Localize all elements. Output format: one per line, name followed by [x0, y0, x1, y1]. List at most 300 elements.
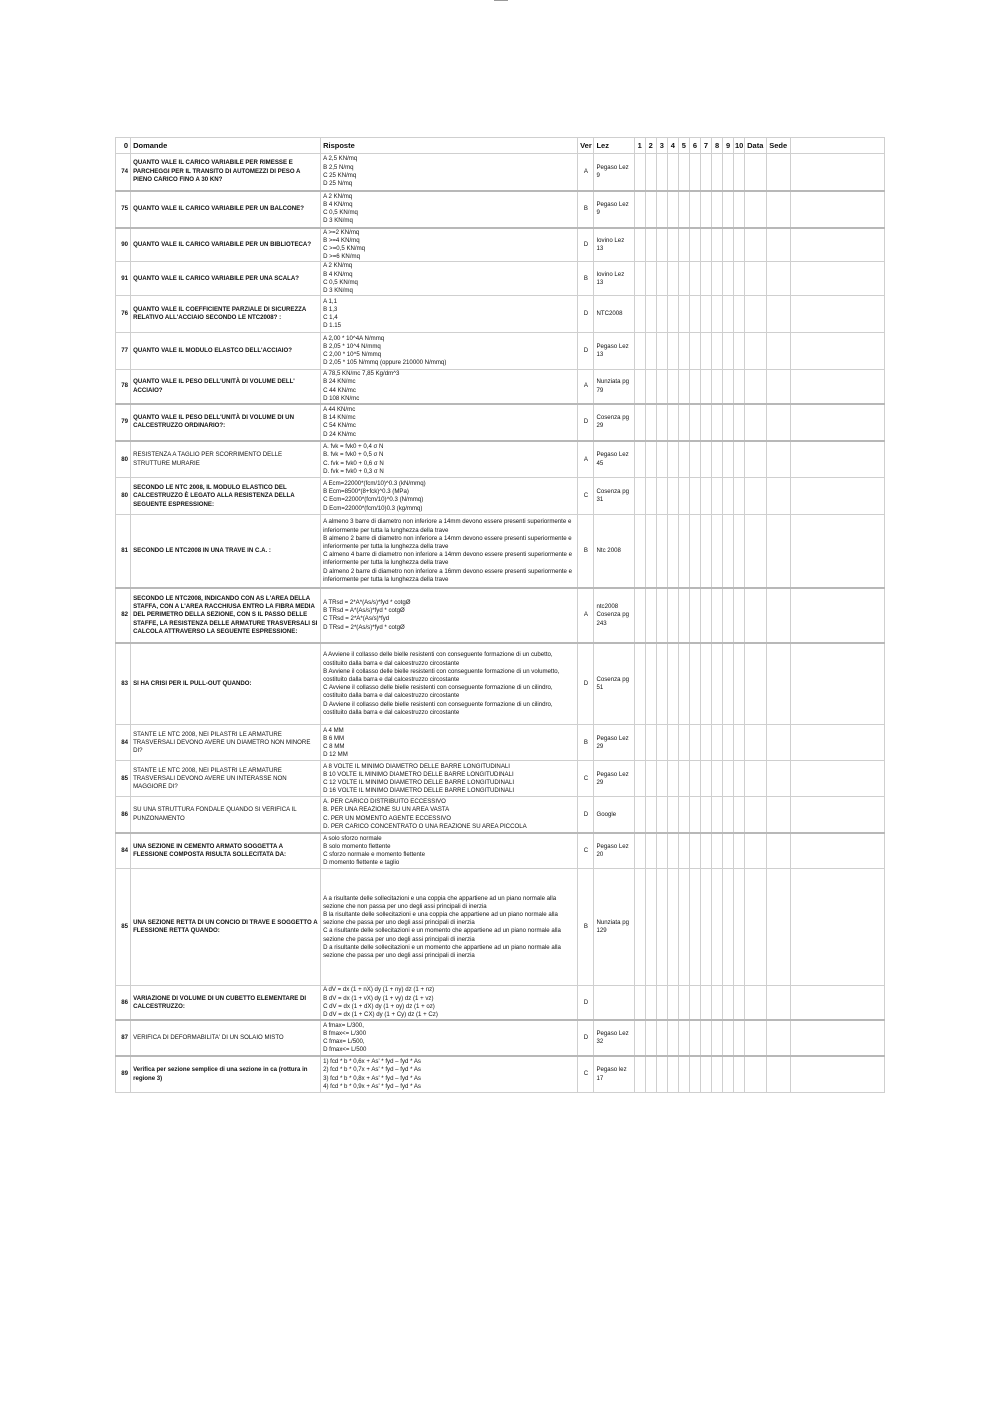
header-sede: Sede: [767, 138, 791, 154]
attempt-cell-9[interactable]: [723, 228, 734, 262]
attempt-cell-6[interactable]: [689, 1020, 700, 1056]
correct-answer: C: [578, 833, 594, 869]
attempt-cell-4[interactable]: [667, 869, 678, 986]
attempt-cell-5[interactable]: [678, 370, 689, 404]
attempt-cell-9[interactable]: [723, 441, 734, 478]
date-cell[interactable]: [745, 478, 767, 515]
header-col-1: 1: [634, 138, 645, 154]
table-row: [116, 441, 885, 478]
attempt-cell-5[interactable]: [678, 478, 689, 515]
date-cell[interactable]: [745, 1056, 767, 1092]
attempt-cell-7[interactable]: [700, 228, 711, 262]
answer-options: A dV = dx (1 + nX) dy (1 + ny) dz (1 + nz) B dV = dx (1 + vX) dy (1 + vy) dz (1 + vz) C dV = dx (1 + dX) dy (1 + oy) dz (1 + oz) D dV = dx (1 + CX) dy (1 + Cy) dz (1 + Cz): [321, 986, 578, 1020]
attempt-cell-3[interactable]: [656, 643, 667, 725]
attempt-cell-8[interactable]: [712, 1020, 723, 1056]
attempt-cell-2[interactable]: [645, 441, 656, 478]
attempt-cell-10[interactable]: [734, 761, 745, 797]
table-row: [116, 588, 885, 643]
attempt-cell-8[interactable]: [712, 986, 723, 1020]
attempt-cell-9[interactable]: [723, 333, 734, 370]
attempt-cell-7[interactable]: [700, 588, 711, 643]
attempt-cell-4[interactable]: [667, 1020, 678, 1056]
sede-cell[interactable]: [767, 986, 791, 1020]
question-text: SECONDO LE NTC2008 IN UNA TRAVE IN C.A. :: [131, 515, 321, 588]
date-cell[interactable]: [745, 643, 767, 725]
attempt-cell-7[interactable]: [700, 333, 711, 370]
attempt-cell-3[interactable]: [656, 588, 667, 643]
attempt-cell-3[interactable]: [656, 228, 667, 262]
attempt-cell-7[interactable]: [700, 441, 711, 478]
attempt-cell-3[interactable]: [656, 1056, 667, 1092]
sede-cell[interactable]: [767, 1056, 791, 1092]
answer-options: A 2 KN/mq B 4 KN/mq C 0,5 KN/mq D 3 KN/mq: [321, 262, 578, 296]
attempt-cell-3[interactable]: [656, 154, 667, 191]
attempt-cell-6[interactable]: [689, 228, 700, 262]
attempt-cell-3[interactable]: [656, 296, 667, 333]
correct-answer: D: [578, 986, 594, 1020]
answer-options: A solo sforzo normale B solo momento flettente C sforzo normale e momento flettente D momento flettente e taglio: [321, 833, 578, 869]
attempt-cell-4[interactable]: [667, 296, 678, 333]
question-text: UNA SEZIONE RETTA DI UN CONCIO DI TRAVE E SOGGETTO A FLESSIONE RETTA QUANDO:: [131, 869, 321, 986]
attempt-cell-5[interactable]: [678, 833, 689, 869]
attempt-cell-7[interactable]: [700, 761, 711, 797]
question-text: VERIFICA DI DEFORMABILITA' DI UN SOLAIO MISTO: [131, 1020, 321, 1056]
attempt-cell-9[interactable]: [723, 370, 734, 404]
attempt-cell-3[interactable]: [656, 478, 667, 515]
attempt-cell-2[interactable]: [645, 296, 656, 333]
date-cell[interactable]: [745, 797, 767, 833]
table-row: [116, 228, 885, 262]
attempt-cell-10[interactable]: [734, 404, 745, 441]
attempt-cell-9[interactable]: [723, 869, 734, 986]
attempt-cell-1[interactable]: [634, 643, 645, 725]
attempt-cell-6[interactable]: [689, 761, 700, 797]
attempt-cell-6[interactable]: [689, 296, 700, 333]
sede-cell[interactable]: [767, 515, 791, 588]
attempt-cell-9[interactable]: [723, 404, 734, 441]
attempt-cell-9[interactable]: [723, 515, 734, 588]
attempt-cell-2[interactable]: [645, 154, 656, 191]
attempt-cell-1[interactable]: [634, 333, 645, 370]
attempt-cell-9[interactable]: [723, 643, 734, 725]
attempt-cell-9[interactable]: [723, 761, 734, 797]
attempt-cell-5[interactable]: [678, 228, 689, 262]
date-cell[interactable]: [745, 833, 767, 869]
sede-cell[interactable]: [767, 588, 791, 643]
attempt-cell-5[interactable]: [678, 643, 689, 725]
attempt-cell-6[interactable]: [689, 986, 700, 1020]
attempt-cell-8[interactable]: [712, 869, 723, 986]
attempt-cell-4[interactable]: [667, 833, 678, 869]
attempt-cell-6[interactable]: [689, 588, 700, 643]
sede-cell[interactable]: [767, 725, 791, 761]
attempt-cell-5[interactable]: [678, 986, 689, 1020]
attempt-cell-10[interactable]: [734, 725, 745, 761]
lesson-reference: Nunziata pg 79: [594, 370, 634, 404]
attempt-cell-1[interactable]: [634, 869, 645, 986]
date-cell[interactable]: [745, 333, 767, 370]
sede-cell[interactable]: [767, 441, 791, 478]
attempt-cell-1[interactable]: [634, 833, 645, 869]
date-cell[interactable]: [745, 986, 767, 1020]
attempt-cell-2[interactable]: [645, 643, 656, 725]
attempt-cell-7[interactable]: [700, 296, 711, 333]
table-row: [116, 725, 885, 761]
date-cell[interactable]: [745, 761, 767, 797]
attempt-cell-7[interactable]: [700, 643, 711, 725]
attempt-cell-2[interactable]: [645, 986, 656, 1020]
blank-cell: [791, 154, 885, 191]
date-cell[interactable]: [745, 154, 767, 191]
attempt-cell-5[interactable]: [678, 296, 689, 333]
question-number: 77: [116, 333, 131, 370]
question-number: 89: [116, 1056, 131, 1092]
date-cell[interactable]: [745, 588, 767, 643]
answer-options: A 1,1 B 1,3 C 1,4 D 1.15: [321, 296, 578, 333]
date-cell[interactable]: [745, 515, 767, 588]
attempt-cell-2[interactable]: [645, 1056, 656, 1092]
attempt-cell-4[interactable]: [667, 333, 678, 370]
attempt-cell-3[interactable]: [656, 333, 667, 370]
attempt-cell-4[interactable]: [667, 441, 678, 478]
attempt-cell-8[interactable]: [712, 262, 723, 296]
sede-cell[interactable]: [767, 191, 791, 228]
header-data: Data: [745, 138, 767, 154]
sede-cell[interactable]: [767, 643, 791, 725]
attempt-cell-1[interactable]: [634, 761, 645, 797]
attempt-cell-4[interactable]: [667, 588, 678, 643]
attempt-cell-1[interactable]: [634, 478, 645, 515]
attempt-cell-8[interactable]: [712, 797, 723, 833]
header-num: 0: [116, 138, 131, 154]
attempt-cell-7[interactable]: [700, 986, 711, 1020]
attempt-cell-8[interactable]: [712, 1056, 723, 1092]
attempt-cell-8[interactable]: [712, 761, 723, 797]
attempt-cell-2[interactable]: [645, 228, 656, 262]
attempt-cell-4[interactable]: [667, 1056, 678, 1092]
attempt-cell-5[interactable]: [678, 262, 689, 296]
question-number: 87: [116, 1020, 131, 1056]
attempt-cell-4[interactable]: [667, 986, 678, 1020]
sede-cell[interactable]: [767, 333, 791, 370]
lesson-reference: Pegaso Lez 29: [594, 725, 634, 761]
attempt-cell-5[interactable]: [678, 588, 689, 643]
attempt-cell-3[interactable]: [656, 833, 667, 869]
attempt-cell-2[interactable]: [645, 833, 656, 869]
attempt-cell-4[interactable]: [667, 404, 678, 441]
attempt-cell-1[interactable]: [634, 986, 645, 1020]
attempt-cell-3[interactable]: [656, 761, 667, 797]
attempt-cell-4[interactable]: [667, 370, 678, 404]
attempt-cell-1[interactable]: [634, 1056, 645, 1092]
attempt-cell-10[interactable]: [734, 296, 745, 333]
header-domande: Domande: [131, 138, 321, 154]
attempt-cell-10[interactable]: [734, 478, 745, 515]
attempt-cell-2[interactable]: [645, 333, 656, 370]
attempt-cell-5[interactable]: [678, 869, 689, 986]
attempt-cell-2[interactable]: [645, 404, 656, 441]
attempt-cell-7[interactable]: [700, 725, 711, 761]
attempt-cell-3[interactable]: [656, 404, 667, 441]
attempt-cell-3[interactable]: [656, 1020, 667, 1056]
attempt-cell-7[interactable]: [700, 154, 711, 191]
attempt-cell-5[interactable]: [678, 725, 689, 761]
attempt-cell-4[interactable]: [667, 515, 678, 588]
attempt-cell-6[interactable]: [689, 643, 700, 725]
date-cell[interactable]: [745, 370, 767, 404]
attempt-cell-1[interactable]: [634, 404, 645, 441]
sede-cell[interactable]: [767, 154, 791, 191]
attempt-cell-10[interactable]: [734, 441, 745, 478]
sede-cell[interactable]: [767, 869, 791, 986]
blank-cell: [791, 515, 885, 588]
attempt-cell-9[interactable]: [723, 296, 734, 333]
attempt-cell-7[interactable]: [700, 262, 711, 296]
attempt-cell-8[interactable]: [712, 296, 723, 333]
attempt-cell-10[interactable]: [734, 986, 745, 1020]
attempt-cell-8[interactable]: [712, 333, 723, 370]
attempt-cell-6[interactable]: [689, 1056, 700, 1092]
attempt-cell-4[interactable]: [667, 761, 678, 797]
answer-options: A 2 KN/mq B 4 KN/mq C 0,5 KN/mq D 3 KN/mq: [321, 191, 578, 228]
attempt-cell-8[interactable]: [712, 228, 723, 262]
attempt-cell-2[interactable]: [645, 478, 656, 515]
blank-cell: [791, 441, 885, 478]
attempt-cell-6[interactable]: [689, 515, 700, 588]
attempt-cell-3[interactable]: [656, 370, 667, 404]
question-text: UNA SEZIONE IN CEMENTO ARMATO SOGGETTA A FLESSIONE COMPOSTA RISULTA SOLLECITATA DA:: [131, 833, 321, 869]
date-cell[interactable]: [745, 228, 767, 262]
correct-answer: B: [578, 725, 594, 761]
attempt-cell-1[interactable]: [634, 262, 645, 296]
lesson-reference: Pegaso Lez 9: [594, 154, 634, 191]
attempt-cell-6[interactable]: [689, 797, 700, 833]
sede-cell[interactable]: [767, 262, 791, 296]
attempt-cell-4[interactable]: [667, 191, 678, 228]
attempt-cell-3[interactable]: [656, 797, 667, 833]
date-cell[interactable]: [745, 1020, 767, 1056]
attempt-cell-7[interactable]: [700, 1056, 711, 1092]
sede-cell[interactable]: [767, 370, 791, 404]
attempt-cell-1[interactable]: [634, 441, 645, 478]
attempt-cell-7[interactable]: [700, 478, 711, 515]
attempt-cell-6[interactable]: [689, 869, 700, 986]
attempt-cell-6[interactable]: [689, 370, 700, 404]
attempt-cell-8[interactable]: [712, 515, 723, 588]
attempt-cell-8[interactable]: [712, 154, 723, 191]
attempt-cell-5[interactable]: [678, 404, 689, 441]
attempt-cell-5[interactable]: [678, 154, 689, 191]
attempt-cell-7[interactable]: [700, 404, 711, 441]
attempt-cell-10[interactable]: [734, 1020, 745, 1056]
attempt-cell-7[interactable]: [700, 370, 711, 404]
sede-cell[interactable]: [767, 228, 791, 262]
sede-cell[interactable]: [767, 797, 791, 833]
attempt-cell-3[interactable]: [656, 191, 667, 228]
attempt-cell-1[interactable]: [634, 725, 645, 761]
correct-answer: A: [578, 588, 594, 643]
question-text: VARIAZIONE DI VOLUME DI UN CUBETTO ELEMENTARE DI CALCESTRUZZO:: [131, 986, 321, 1020]
attempt-cell-6[interactable]: [689, 404, 700, 441]
attempt-cell-9[interactable]: [723, 191, 734, 228]
attempt-cell-3[interactable]: [656, 515, 667, 588]
attempt-cell-10[interactable]: [734, 191, 745, 228]
attempt-cell-8[interactable]: [712, 588, 723, 643]
answer-options: A almeno 3 barre di diametro non inferiore a 14mm devono essere presenti superiormente e inferiormente per tutta la lunghezza della trave B almeno 2 barre di diametro non inferiore a 14mm devono essere presenti superiormente e inferiormente per tutta la lunghezza della trave C almeno 4 barre di diametro non inferiore a 14mm devono essere presenti superiormente e inferiormente per tutta la lunghezza della trave D almeno 2 barre di diametro non inferiore a 16mm devono essere presenti superiormente e inferiormente per tutta la lunghezza della trave: [321, 515, 578, 588]
attempt-cell-5[interactable]: [678, 191, 689, 228]
attempt-cell-6[interactable]: [689, 262, 700, 296]
attempt-cell-10[interactable]: [734, 1056, 745, 1092]
attempt-cell-3[interactable]: [656, 986, 667, 1020]
lesson-reference: Pegaso Lez 45: [594, 441, 634, 478]
attempt-cell-1[interactable]: [634, 370, 645, 404]
attempt-cell-1[interactable]: [634, 296, 645, 333]
blank-cell: [791, 262, 885, 296]
attempt-cell-2[interactable]: [645, 370, 656, 404]
attempt-cell-8[interactable]: [712, 441, 723, 478]
attempt-cell-2[interactable]: [645, 797, 656, 833]
attempt-cell-6[interactable]: [689, 154, 700, 191]
attempt-cell-9[interactable]: [723, 797, 734, 833]
attempt-cell-3[interactable]: [656, 262, 667, 296]
sede-cell[interactable]: [767, 404, 791, 441]
attempt-cell-10[interactable]: [734, 833, 745, 869]
attempt-cell-4[interactable]: [667, 478, 678, 515]
attempt-cell-8[interactable]: [712, 404, 723, 441]
attempt-cell-3[interactable]: [656, 725, 667, 761]
attempt-cell-9[interactable]: [723, 154, 734, 191]
attempt-cell-10[interactable]: [734, 797, 745, 833]
attempt-cell-5[interactable]: [678, 333, 689, 370]
attempt-cell-7[interactable]: [700, 191, 711, 228]
attempt-cell-6[interactable]: [689, 833, 700, 869]
attempt-cell-1[interactable]: [634, 588, 645, 643]
attempt-cell-6[interactable]: [689, 478, 700, 515]
attempt-cell-10[interactable]: [734, 515, 745, 588]
date-cell[interactable]: [745, 441, 767, 478]
attempt-cell-10[interactable]: [734, 154, 745, 191]
attempt-cell-10[interactable]: [734, 333, 745, 370]
attempt-cell-5[interactable]: [678, 1020, 689, 1056]
attempt-cell-4[interactable]: [667, 643, 678, 725]
blank-cell: [791, 588, 885, 643]
attempt-cell-6[interactable]: [689, 725, 700, 761]
attempt-cell-5[interactable]: [678, 515, 689, 588]
attempt-cell-2[interactable]: [645, 588, 656, 643]
sede-cell[interactable]: [767, 478, 791, 515]
attempt-cell-7[interactable]: [700, 515, 711, 588]
correct-answer: B: [578, 869, 594, 986]
attempt-cell-9[interactable]: [723, 1056, 734, 1092]
date-cell[interactable]: [745, 191, 767, 228]
date-cell[interactable]: [745, 725, 767, 761]
attempt-cell-2[interactable]: [645, 869, 656, 986]
attempt-cell-1[interactable]: [634, 191, 645, 228]
attempt-cell-1[interactable]: [634, 1020, 645, 1056]
attempt-cell-9[interactable]: [723, 478, 734, 515]
attempt-cell-2[interactable]: [645, 725, 656, 761]
attempt-cell-5[interactable]: [678, 441, 689, 478]
attempt-cell-5[interactable]: [678, 1056, 689, 1092]
correct-answer: D: [578, 333, 594, 370]
attempt-cell-1[interactable]: [634, 228, 645, 262]
attempt-cell-4[interactable]: [667, 262, 678, 296]
attempt-cell-6[interactable]: [689, 333, 700, 370]
attempt-cell-1[interactable]: [634, 515, 645, 588]
attempt-cell-4[interactable]: [667, 228, 678, 262]
date-cell[interactable]: [745, 869, 767, 986]
attempt-cell-3[interactable]: [656, 869, 667, 986]
header-row: [116, 138, 885, 154]
attempt-cell-1[interactable]: [634, 797, 645, 833]
answer-options: A >=2 KN/mq B >=4 KN/mq C >=0,5 KN/mq D >=6 KN/mq: [321, 228, 578, 262]
question-number: 75: [116, 191, 131, 228]
attempt-cell-9[interactable]: [723, 262, 734, 296]
question-number: 74: [116, 154, 131, 191]
attempt-cell-10[interactable]: [734, 588, 745, 643]
attempt-cell-4[interactable]: [667, 797, 678, 833]
attempt-cell-1[interactable]: [634, 154, 645, 191]
attempt-cell-10[interactable]: [734, 869, 745, 986]
table-row: [116, 478, 885, 515]
sede-cell[interactable]: [767, 833, 791, 869]
attempt-cell-4[interactable]: [667, 154, 678, 191]
attempt-cell-7[interactable]: [700, 1020, 711, 1056]
attempt-cell-8[interactable]: [712, 833, 723, 869]
attempt-cell-6[interactable]: [689, 191, 700, 228]
sede-cell[interactable]: [767, 761, 791, 797]
attempt-cell-8[interactable]: [712, 370, 723, 404]
attempt-cell-2[interactable]: [645, 1020, 656, 1056]
date-cell[interactable]: [745, 262, 767, 296]
attempt-cell-10[interactable]: [734, 228, 745, 262]
attempt-cell-3[interactable]: [656, 441, 667, 478]
attempt-cell-10[interactable]: [734, 262, 745, 296]
attempt-cell-4[interactable]: [667, 725, 678, 761]
attempt-cell-9[interactable]: [723, 588, 734, 643]
attempt-cell-8[interactable]: [712, 478, 723, 515]
question-text: SU UNA STRUTTURA FONDALE QUANDO SI VERIFICA IL PUNZONAMENTO: [131, 797, 321, 833]
date-cell[interactable]: [745, 404, 767, 441]
question-text: QUANTO VALE IL CARICO VARIABILE PER UNA SCALA?: [131, 262, 321, 296]
attempt-cell-8[interactable]: [712, 191, 723, 228]
attempt-cell-8[interactable]: [712, 725, 723, 761]
attempt-cell-9[interactable]: [723, 986, 734, 1020]
attempt-cell-7[interactable]: [700, 797, 711, 833]
attempt-cell-5[interactable]: [678, 761, 689, 797]
attempt-cell-9[interactable]: [723, 725, 734, 761]
attempt-cell-2[interactable]: [645, 761, 656, 797]
attempt-cell-10[interactable]: [734, 643, 745, 725]
attempt-cell-5[interactable]: [678, 797, 689, 833]
attempt-cell-6[interactable]: [689, 441, 700, 478]
attempt-cell-9[interactable]: [723, 1020, 734, 1056]
sede-cell[interactable]: [767, 296, 791, 333]
attempt-cell-8[interactable]: [712, 643, 723, 725]
attempt-cell-7[interactable]: [700, 833, 711, 869]
attempt-cell-2[interactable]: [645, 262, 656, 296]
date-cell[interactable]: [745, 296, 767, 333]
sede-cell[interactable]: [767, 1020, 791, 1056]
question-text: QUANTO VALE IL COEFFICIENTE PARZIALE DI SICUREZZA RELATIVO ALL'ACCIAIO SECONDO LE NTC2008? :: [131, 296, 321, 333]
attempt-cell-10[interactable]: [734, 370, 745, 404]
attempt-cell-2[interactable]: [645, 191, 656, 228]
attempt-cell-9[interactable]: [723, 833, 734, 869]
attempt-cell-7[interactable]: [700, 869, 711, 986]
table-row: [116, 404, 885, 441]
attempt-cell-2[interactable]: [645, 515, 656, 588]
correct-answer: D: [578, 1020, 594, 1056]
